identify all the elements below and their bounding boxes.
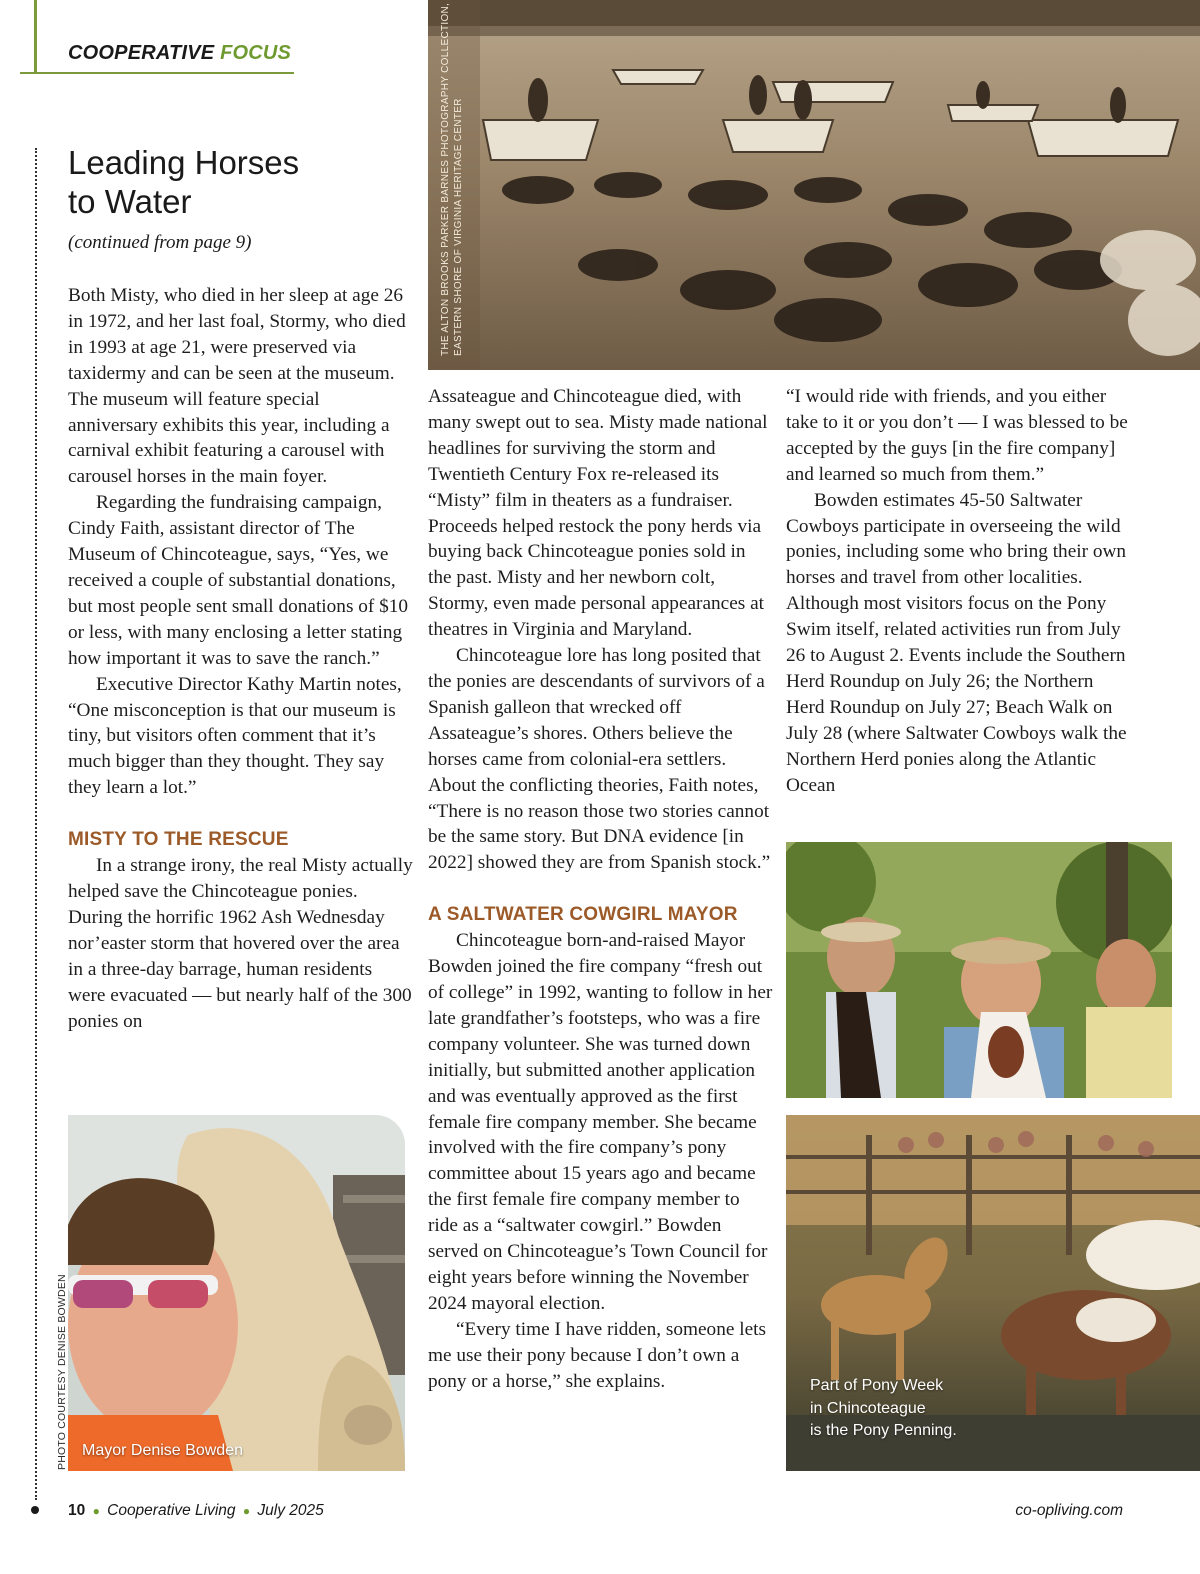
article-column-1 bbox=[68, 283, 413, 1034]
publication-name: Cooperative Living bbox=[107, 1502, 236, 1519]
article-column-3 bbox=[786, 384, 1131, 799]
body-paragraph: Assateague and Chincoteague died, with many swept out to sea. Misty made national headlines for surviving the storm and Twentieth Century Fox re-released its “Misty” film in theaters as a fundraiser. Proceeds helped restock the pony herds via buying back Chincoteague ponies sold in the past. Misty and her newborn colt, Stormy, even made personal appearances at theatres in Virginia and Maryland. bbox=[428, 386, 768, 641]
mayor-bowden-photo bbox=[68, 1115, 405, 1471]
body-paragraph: Both Misty, who died in her sleep at age 26 in 1972, and her last foal, Stormy, who died in 1993 at age 21, were preserved via taxidermy and can be seen at the museum. The museum will feature special anniversary exhibits this year, including a carnival exhibit featuring a carousel with carousel horses in the main foyer. bbox=[68, 285, 406, 488]
section-rule-horizontal bbox=[20, 72, 294, 74]
website-url[interactable]: co-opliving.com bbox=[1015, 1502, 1123, 1519]
footer-bullet-icon: ● bbox=[242, 1504, 251, 1518]
section-rule-vertical bbox=[34, 0, 37, 74]
body-paragraph: “Every time I have ridden, someone lets me use their pony because I don’t own a pony or a horse,” she explains. bbox=[428, 1318, 766, 1392]
photo-credit-swim-line1: THE ALTON BROOKS PARKER BARNES PHOTOGRAPHY COLLECTION, bbox=[440, 2, 451, 356]
article-column-2 bbox=[428, 384, 773, 1395]
body-paragraph: Bowden estimates 45-50 Saltwater Cowboys participate in overseeing the wild ponies, including some who bring their own horses and travel from other localities. Although most visitors focus on the Pony Swim itself, related activities run from July 26 to August 2. Events include the Southern Herd Roundup on July 26; the Northern Herd Roundup on July 27; Beach Walk on July 28 (where Saltwater Cowboys walk the Northern Herd ponies along the Atlantic Ocean bbox=[786, 489, 1127, 796]
body-paragraph: “I would ride with friends, and you either take to it or you don’t — I was blessed to be accepted by the guys [in the fire company] and learned so much from them.” bbox=[786, 386, 1128, 485]
page-number: 10 bbox=[68, 1502, 86, 1519]
body-paragraph: In a strange irony, the real Misty actually helped save the Chincoteague ponies. During the horrific 1962 Ash Wednesday nor’easter storm that hovered over the area in a three-day barrage, human residents were evacuated — but nearly half of the 300 ponies on bbox=[68, 855, 413, 1032]
page-footer-left bbox=[68, 1502, 324, 1520]
margin-rule-dot bbox=[31, 1506, 39, 1514]
continued-note: (continued from page 9) bbox=[68, 232, 252, 253]
saltwater-cowboys-photo bbox=[786, 842, 1172, 1098]
photo-credit-mayor: PHOTO COURTESY DENISE BOWDEN bbox=[56, 1274, 68, 1470]
body-paragraph: Chincoteague lore has long posited that the ponies are descendants of survivors of a Spanish galleon that wrecked off Assateague’s shores. Others believe the horses came from colonial-era settlers. About the conflicting theories, Faith notes, “There is no reason those two stories cannot be the same story. But DNA evidence [in 2022] showed they are from Spanish stock.” bbox=[428, 645, 771, 874]
body-paragraph: Executive Director Kathy Martin notes, “One misconception is that our museum is tiny, but visitors often comment that it’s much bigger than they thought. They say they learn a lot.” bbox=[68, 673, 402, 799]
headline-text: Leading Horses to Water bbox=[68, 144, 300, 220]
body-paragraph: Regarding the fundraising campaign, Cindy Faith, assistant director of The Museum of Chincoteague, says, “Yes, we received a couple of substantial donations, but most people sent small donations of $10 or less, with many enclosing a letter stating how important it was to save the ranch.” bbox=[68, 492, 409, 669]
mayor-photo-caption: Mayor Denise Bowden bbox=[82, 1442, 243, 1459]
penning-photo-caption: Part of Pony Week in Chincoteague is the Pony Penning. bbox=[810, 1377, 957, 1439]
dotted-margin-rule bbox=[35, 148, 37, 1500]
pony-swim-photo bbox=[428, 0, 1200, 370]
subhead-misty-to-the-rescue: MISTY TO THE RESCUE bbox=[68, 829, 289, 851]
issue-date: July 2025 bbox=[257, 1502, 324, 1519]
body-paragraph: Chincoteague born-and-raised Mayor Bowden joined the fire company “fresh out of college” in 1992, wanting to follow in her late grandfather’s footsteps, who was a fire company volunteer. She was turned down initially, but submitted another application and was eventually approved as the first female fire company member. She became involved with the fire company’s pony committee about 15 years ago and became the first female fire company member to ride as a “saltwater cowgirl.” Bowden served on Chincoteague’s Town Council for eight years before winning the November 2024 mayoral election. bbox=[428, 930, 773, 1314]
photo-credit-swim-line2: EASTERN SHORE OF VIRGINIA HERITAGE CENTER bbox=[453, 98, 464, 356]
section-label-word2: FOCUS bbox=[220, 42, 292, 64]
footer-bullet-icon: ● bbox=[92, 1504, 100, 1518]
article-headline bbox=[68, 143, 398, 221]
subhead-saltwater-cowgirl-mayor: A SALTWATER COWGIRL MAYOR bbox=[428, 904, 738, 926]
section-label-word1: COOPERATIVE bbox=[68, 42, 215, 64]
section-label bbox=[68, 42, 291, 65]
